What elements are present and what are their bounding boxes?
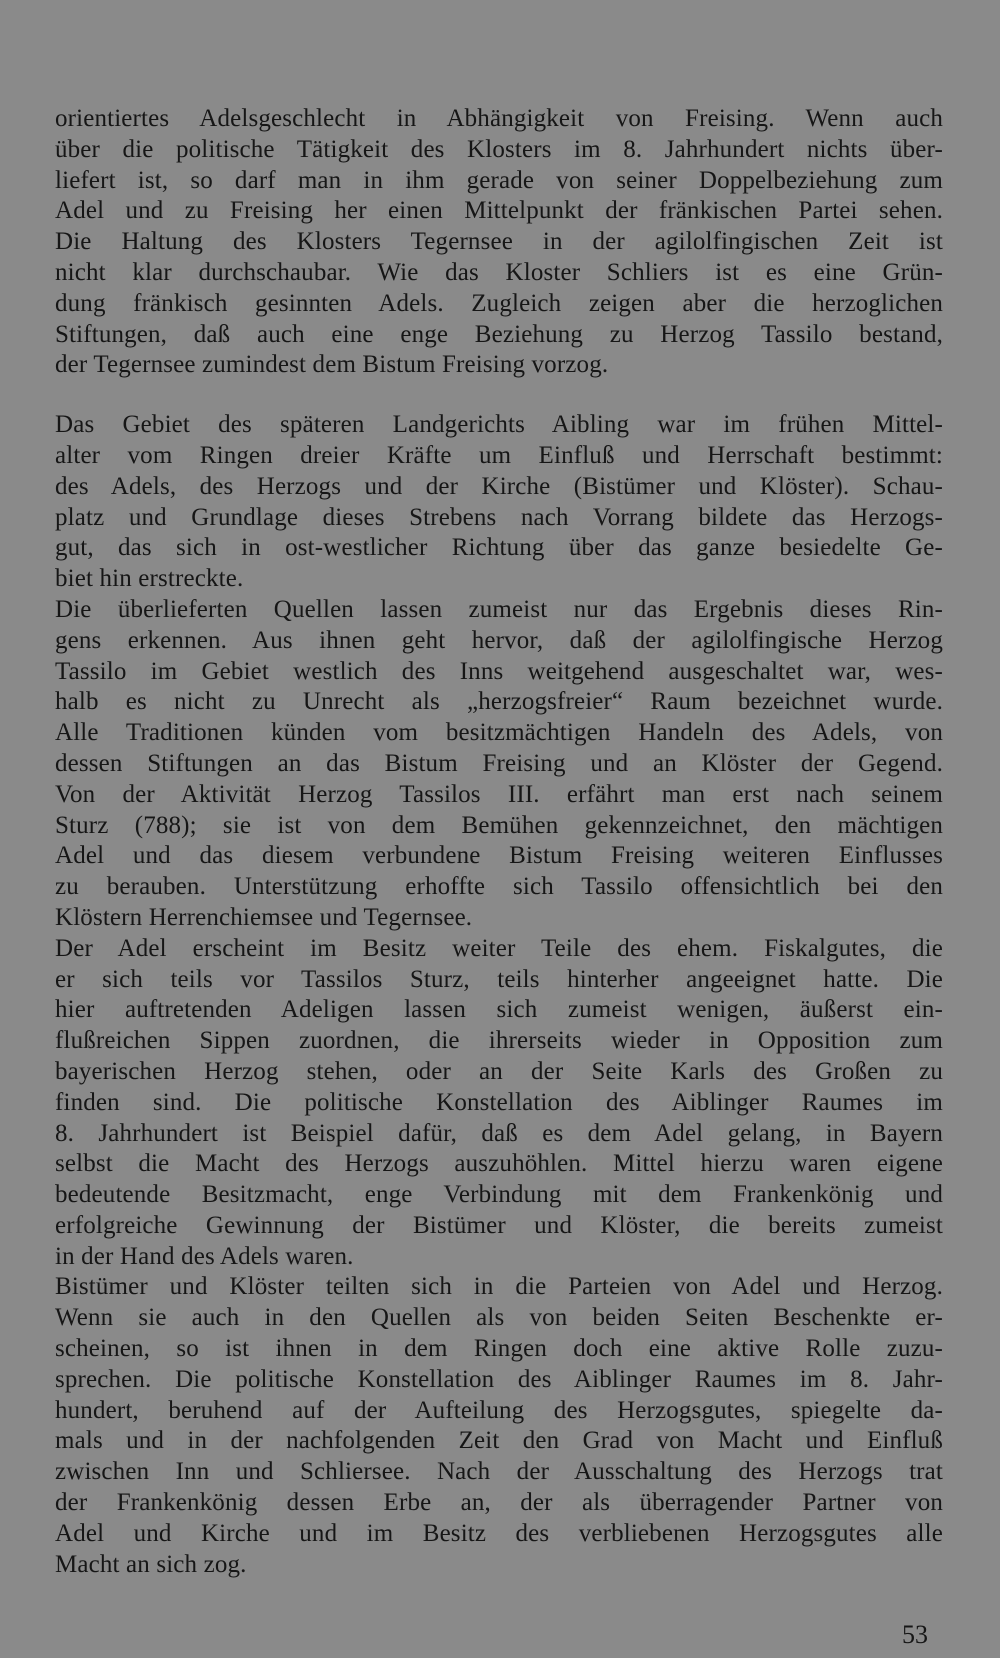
text-line: Die überlieferten Quellen lassen zumeist nur das Ergebnis dieses Rin- <box>55 595 943 623</box>
text-line: gut, das sich in ost-westlicher Richtung über das ganze besiedelte Ge- <box>55 534 943 562</box>
text-line: Stiftungen, daß auch eine enge Beziehung zu Herzog Tassilo bestand, <box>55 320 943 348</box>
text-line: selbst die Macht des Herzogs auszuhöhlen. Mittel hierzu waren eigene <box>55 1150 943 1178</box>
text-line: sprechen. Die politische Konstellation des Aiblinger Raumes im 8. Jahr- <box>55 1365 943 1393</box>
text-line: Das Gebiet des späteren Landgerichts Aibling war im frühen Mittel- <box>55 411 943 439</box>
paragraph-spacer <box>55 381 943 410</box>
text-line: finden sind. Die politische Konstellation des Aiblinger Raumes im <box>55 1088 943 1116</box>
text-line: platz und Grundlage dieses Strebens nach Vorrang bildete das Herzogs- <box>55 503 943 531</box>
text-line: orientiertes Adelsgeschlecht in Abhängigkeit von Freising. Wenn auch <box>55 105 943 132</box>
text-line: Alle Traditionen künden vom besitzmächtigen Handeln des Adels, von <box>55 719 943 747</box>
text-line: nicht klar durchschaubar. Wie das Kloster Schliers ist es eine Grün- <box>55 258 943 286</box>
text-line: Klöstern Herrenchiemsee und Tegernsee. <box>55 903 473 931</box>
text-line: über die politische Tätigkeit des Klosters im 8. Jahrhundert nichts über- <box>55 135 943 163</box>
paragraph-2 <box>55 410 943 595</box>
text-line: mals und in der nachfolgenden Zeit den Grad von Macht und Einfluß <box>55 1427 943 1455</box>
text-line: Die Haltung des Klosters Tegernsee in der agilolfingischen Zeit ist <box>55 228 943 256</box>
text-line: der Frankenkönig dessen Erbe an, der als überragender Partner von <box>55 1489 943 1517</box>
text-line: bayerischen Herzog stehen, oder an der Seite Karls des Großen zu <box>55 1057 943 1085</box>
text-line: gens erkennen. Aus ihnen geht hervor, daß der agilolfingische Herzog <box>55 626 943 654</box>
paragraph-1 <box>55 104 943 381</box>
text-line: bedeutende Besitzmacht, enge Verbindung mit dem Frankenkönig und <box>55 1181 943 1209</box>
text-line: alter vom Ringen dreier Kräfte um Einfluß und Herrschaft bestimmt: <box>55 441 943 469</box>
text-line: in der Hand des Adels waren. <box>55 1242 354 1270</box>
text-line: biet hin erstreckte. <box>55 565 244 593</box>
text-line: Wenn sie auch in den Quellen als von beiden Seiten Beschenkte er- <box>55 1304 943 1332</box>
page-body <box>55 104 943 1580</box>
text-line: Tassilo im Gebiet westlich des Inns weitgehend ausgeschaltet war, wes- <box>55 657 943 685</box>
paragraph-5 <box>55 1272 943 1580</box>
text-line: Adel und Kirche und im Besitz des verbliebenen Herzogsgutes alle <box>55 1519 943 1547</box>
text-line: scheinen, so ist ihnen in dem Ringen doch eine aktive Rolle zuzu- <box>55 1335 943 1363</box>
text-line: liefert ist, so darf man in ihm gerade von seiner Doppelbeziehung zum <box>55 166 943 194</box>
text-line: Der Adel erscheint im Besitz weiter Teile des ehem. Fiskalgutes, die <box>55 934 943 962</box>
text-line: zu berauben. Unterstützung erhoffte sich Tassilo offensichtlich bei den <box>55 873 943 901</box>
text-line: Von der Aktivität Herzog Tassilos III. erfährt man erst nach seinem <box>55 780 943 808</box>
paragraph-4 <box>55 934 943 1273</box>
text-line: flußreichen Sippen zuordnen, die ihrerseits wieder in Opposition zum <box>55 1027 943 1055</box>
text-line: er sich teils vor Tassilos Sturz, teils hinterher angeeignet hatte. Die <box>55 965 943 993</box>
text-line: Macht an sich zog. <box>55 1550 247 1578</box>
text-line: zwischen Inn und Schliersee. Nach der Ausschaltung des Herzogs trat <box>55 1458 943 1486</box>
text-line: Bistümer und Klöster teilten sich in die Parteien von Adel und Herzog. <box>55 1273 943 1301</box>
paragraph-3 <box>55 595 943 934</box>
text-line: dung fränkisch gesinnten Adels. Zugleich zeigen aber die herzoglichen <box>55 289 943 317</box>
text-line: hundert, beruhend auf der Aufteilung des Herzogsgutes, spiegelte da- <box>55 1396 943 1424</box>
text-line: erfolgreiche Gewinnung der Bistümer und Klöster, die bereits zumeist <box>55 1211 943 1239</box>
page-number: 53 <box>902 1620 928 1649</box>
text-line: Adel und zu Freising her einen Mittelpunkt der fränkischen Partei sehen. <box>55 197 943 225</box>
text-line: hier auftretenden Adeligen lassen sich zumeist wenigen, äußerst ein- <box>55 996 943 1024</box>
text-line: des Adels, des Herzogs und der Kirche (Bistümer und Klöster). Schau- <box>55 472 943 500</box>
text-line: 8. Jahrhundert ist Beispiel dafür, daß es dem Adel gelang, in Bayern <box>55 1119 943 1147</box>
text-line: halb es nicht zu Unrecht als „herzogsfreier“ Raum bezeichnet wurde. <box>55 688 943 716</box>
text-line: Sturz (788); sie ist von dem Bemühen gekennzeichnet, den mächtigen <box>55 811 943 839</box>
text-line: Adel und das diesem verbundene Bistum Freising weiteren Einflusses <box>55 842 943 870</box>
text-line: dessen Stiftungen an das Bistum Freising und an Klöster der Gegend. <box>55 749 943 777</box>
text-line: der Tegernsee zumindest dem Bistum Freising vorzog. <box>55 351 609 379</box>
